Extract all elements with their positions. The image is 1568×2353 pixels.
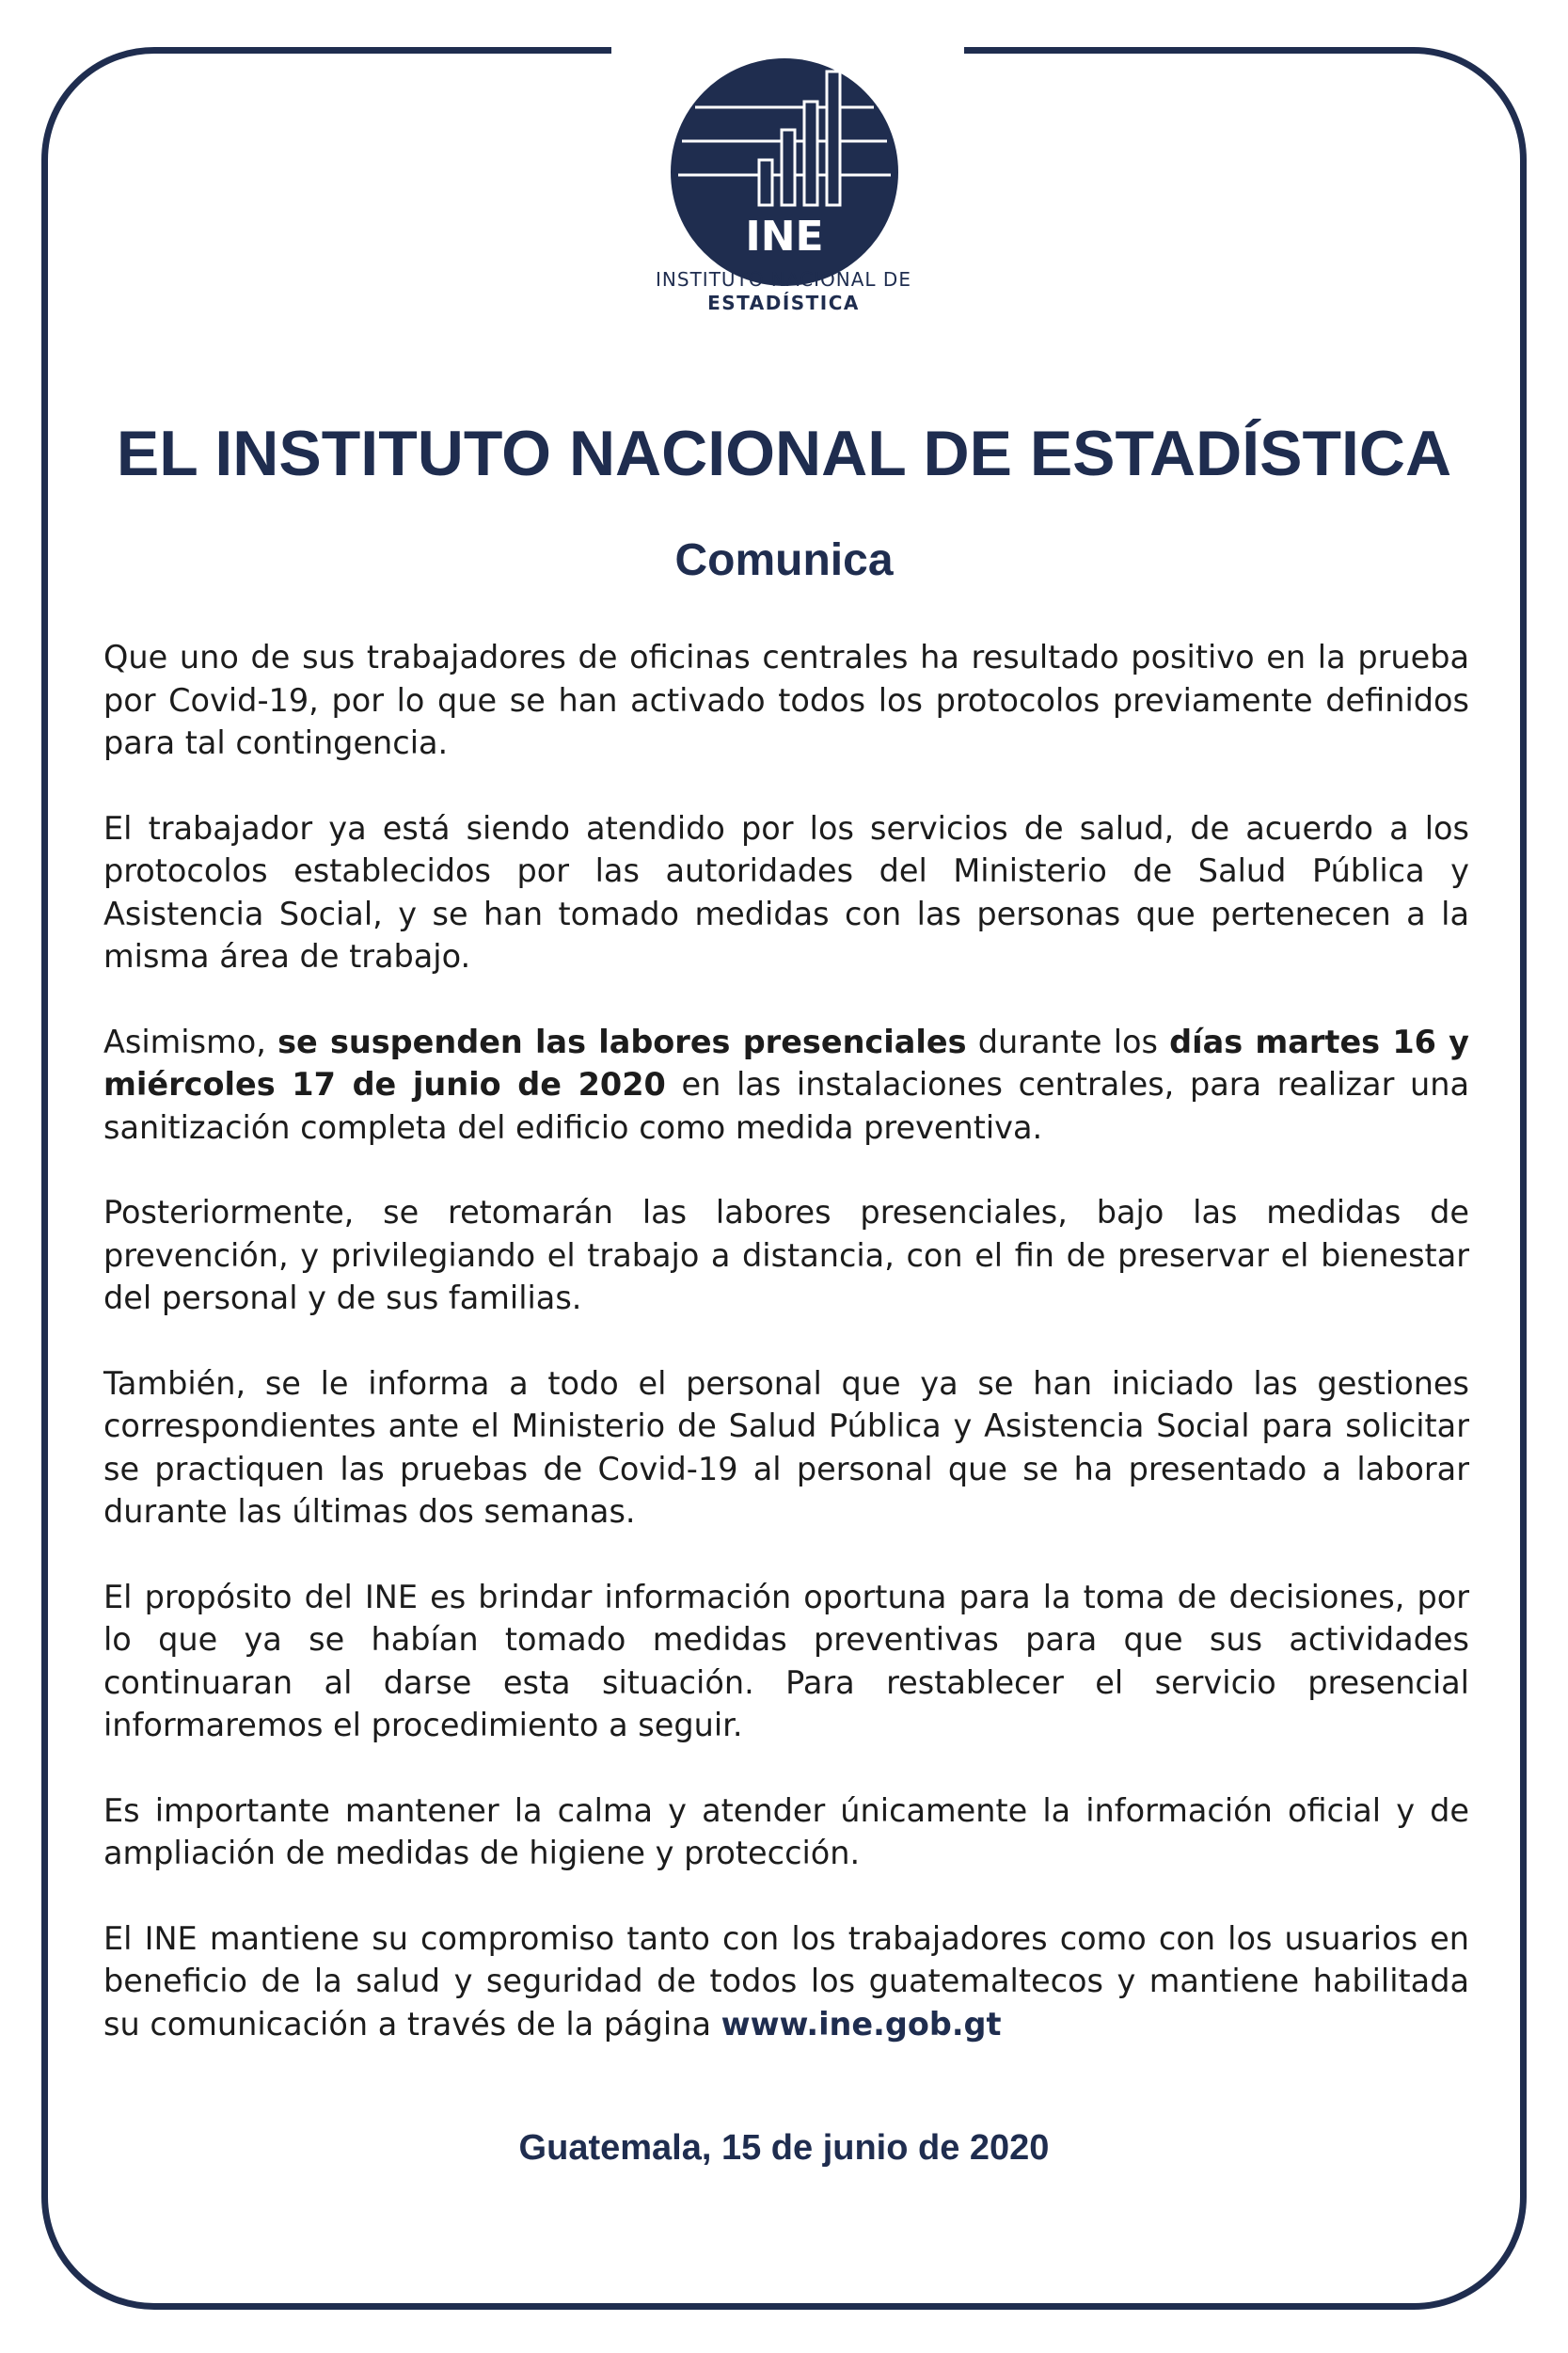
paragraph-8-text: El INE mantiene su compromiso tanto con los trabajadores como con los usuarios en beneficio de la salud y seguridad de todos los guatemaltecos y mantiene habilitada su comunicación a través de la página [103,1919,1469,2043]
paragraph-6: El propósito del INE es brindar información oportuna para la toma de decisiones, por lo que ya se habían tomado medidas preventivas para que sus actividades continuaran al darse esta situación. Para restablecer el servicio presencial informaremos el procedimiento a seguir. [103,1578,1469,1743]
logo-bar [804,102,817,205]
logo-bar [827,72,840,205]
paragraph-5: También, se le informa a todo el personal que ya se han iniciado las gestiones correspondientes ante el Ministerio de Salud Pública y Asistencia Social para solicitar se practiquen las pruebas de Covid-19 al personal que se ha presentado a laborar durante las últimas dos semanas. [103,1364,1469,1530]
ine-logo [671,58,898,286]
paragraph-3-bold1: se suspenden las labores presenciales [277,1023,967,1060]
logo-bar [782,130,795,205]
logo-bar [759,160,772,205]
paragraph-8 [103,1917,1469,2046]
logo-abbr: INE [745,213,824,261]
document-body [103,636,1469,2088]
paragraph-2: El trabajador ya está siendo atendido por los servicios de salud, de acuerdo a los protocolos establecidos por las autoridades del Ministerio de Salud Pública y Asistencia Social, y se han tomado medidas con las personas que pertenecen a la misma área de trabajo. [103,809,1469,975]
page-subtitle: Comunica [674,535,894,585]
logo-caption-line2: ESTADÍSTICA [707,292,860,314]
footer-date: Guatemala, 15 de junio de 2020 [518,2128,1050,2168]
website-link[interactable]: www.ine.gob.gt [721,2005,1002,2043]
paragraph-3-part2: durante los [966,1023,1170,1060]
paragraph-7: Es importante mantener la calma y atender únicamente la información oficial y de ampliación de medidas de higiene y protección. [103,1791,1469,1871]
logo-caption [548,267,1019,314]
paragraph-4: Posteriormente, se retomarán las labores presenciales, bajo las medidas de prevención, y privilegiando el trabajo a distancia, con el fin de preservar el bienestar del personal y de sus familias. [103,1194,1469,1316]
paragraph-1: Que uno de sus trabajadores de oficinas centrales ha resultado positivo en la prueba por Covid-19, por lo que se han activado todos los protocolos previamente definidos para tal contingencia. [103,639,1469,761]
paragraph-3-part1: Asimismo, [103,1023,278,1060]
paragraph-3 [103,1021,1469,1150]
paragraph-3-part3: en las instalaciones centrales, para realizar una sanitización completa del edificio como medida preventiva. [103,1066,1469,1146]
logo-caption-line1: INSTITUTO NACIONAL DE [656,268,911,291]
paragraph-3-bold2: días martes 16 y miércoles 17 de junio de 2020 [103,1023,1469,1103]
page-title: EL INSTITUTO NACIONAL DE ESTADÍSTICA [116,418,1452,489]
